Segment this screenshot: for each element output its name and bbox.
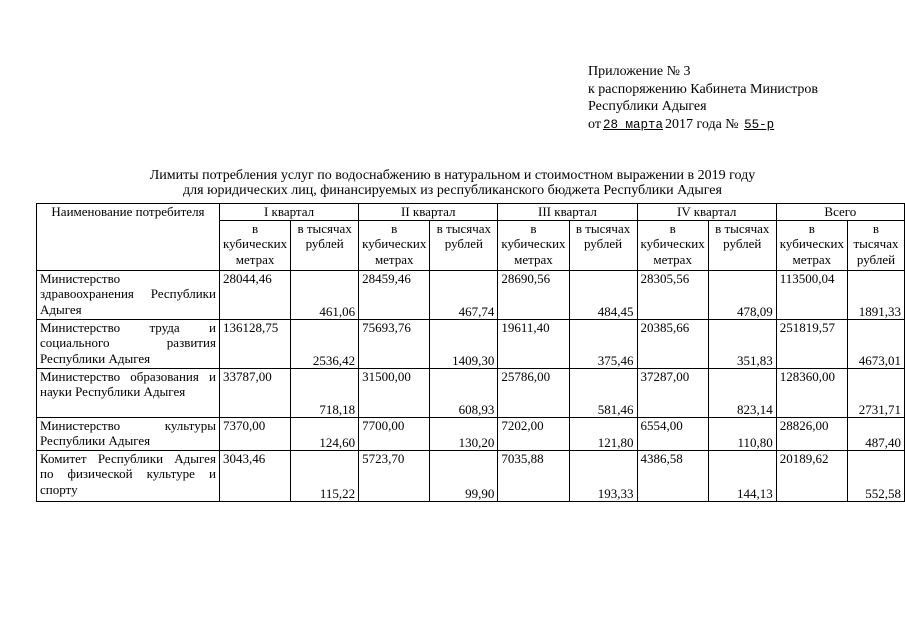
q1-cost: 115,22 <box>291 451 359 502</box>
table-row <box>37 320 905 369</box>
q2-volume: 75693,76 <box>359 320 430 369</box>
q4-cost: 478,09 <box>708 271 776 320</box>
total-volume: 113500,04 <box>776 271 847 320</box>
q1-cost: 461,06 <box>291 271 359 320</box>
q3-volume: 25786,00 <box>498 369 569 418</box>
cost-subheader: в тысячах рублей <box>847 221 904 271</box>
q4-volume: 20385,66 <box>637 320 708 369</box>
total-header: Всего <box>776 204 904 221</box>
q3-volume: 7035,88 <box>498 451 569 502</box>
q2-cost: 467,74 <box>430 271 498 320</box>
volume-subheader: в кубических метрах <box>498 221 569 271</box>
consumer-name: Комитет Республики Адыгея по физической культуре и спорту <box>37 451 220 502</box>
q4-volume: 28305,56 <box>637 271 708 320</box>
q4-volume: 37287,00 <box>637 369 708 418</box>
q1-volume: 136128,75 <box>219 320 290 369</box>
quarter-header: I квартал <box>219 204 358 221</box>
q3-cost: 484,45 <box>569 271 637 320</box>
q4-volume: 6554,00 <box>637 418 708 451</box>
q2-volume: 7700,00 <box>359 418 430 451</box>
appendix-line-1: Приложение № 3 <box>588 64 691 79</box>
q4-volume: 4386,58 <box>637 451 708 502</box>
quarter-header: II квартал <box>359 204 498 221</box>
cost-subheader: в тысячах рублей <box>569 221 637 271</box>
table-row <box>37 369 905 418</box>
q1-volume: 7370,00 <box>219 418 290 451</box>
title-line-1: Лимиты потребления услуг по водоснабжению в натуральном и стоимостном выражении в 2019 году <box>149 168 756 183</box>
q3-volume: 28690,56 <box>498 271 569 320</box>
volume-subheader: в кубических метрах <box>637 221 708 271</box>
q2-cost: 99,90 <box>430 451 498 502</box>
q2-volume: 5723,70 <box>359 451 430 502</box>
volume-subheader: в кубических метрах <box>359 221 430 271</box>
q2-volume: 31500,00 <box>359 369 430 418</box>
consumer-name: Министерство образования и науки Республики Адыгея <box>37 369 220 418</box>
q1-volume: 33787,00 <box>219 369 290 418</box>
q3-cost: 375,46 <box>569 320 637 369</box>
total-cost: 1891,33 <box>847 271 904 320</box>
q2-cost: 608,93 <box>430 369 498 418</box>
total-volume: 251819,57 <box>776 320 847 369</box>
consumer-name: Министерство здравоохранения Республики Адыгея <box>37 271 220 320</box>
table-row <box>37 271 905 320</box>
q2-cost: 130,20 <box>430 418 498 451</box>
total-cost: 2731,71 <box>847 369 904 418</box>
consumer-name: Министерство культуры Республики Адыгея <box>37 418 220 451</box>
appendix-year: 2017 года № <box>664 116 739 132</box>
quarter-header: III квартал <box>498 204 637 221</box>
appendix-number: 55-р <box>744 117 775 132</box>
cost-subheader: в тысячах рублей <box>708 221 776 271</box>
q3-cost: 193,33 <box>569 451 637 502</box>
volume-subheader: в кубических метрах <box>219 221 290 271</box>
total-cost: 487,40 <box>847 418 904 451</box>
total-volume: 128360,00 <box>776 369 847 418</box>
total-cost: 552,58 <box>847 451 904 502</box>
q2-volume: 28459,46 <box>359 271 430 320</box>
name-column-header: Наименование потребителя <box>37 204 220 271</box>
q1-volume: 3043,46 <box>219 451 290 502</box>
cost-subheader: в тысячах рублей <box>430 221 498 271</box>
q1-volume: 28044,46 <box>219 271 290 320</box>
total-volume: 20189,62 <box>776 451 847 502</box>
quarter-header: IV квартал <box>637 204 776 221</box>
q1-cost: 2536,42 <box>291 320 359 369</box>
appendix-date: 28 марта <box>602 117 663 132</box>
q3-volume: 7202,00 <box>498 418 569 451</box>
q1-cost: 124,60 <box>291 418 359 451</box>
limits-table <box>36 203 905 502</box>
q4-cost: 351,83 <box>708 320 776 369</box>
appendix-block <box>588 63 818 134</box>
q4-cost: 144,13 <box>708 451 776 502</box>
q3-cost: 121,80 <box>569 418 637 451</box>
total-cost: 4673,01 <box>847 320 904 369</box>
volume-subheader: в кубических метрах <box>776 221 847 271</box>
total-volume: 28826,00 <box>776 418 847 451</box>
q1-cost: 718,18 <box>291 369 359 418</box>
q2-cost: 1409,30 <box>430 320 498 369</box>
appendix-line-2: к распоряжению Кабинета Министров <box>588 81 819 97</box>
title-line-2: для юридических лиц, финансируемых из республиканского бюджета Республики Адыгея <box>183 183 722 198</box>
cost-subheader: в тысячах рублей <box>291 221 359 271</box>
table-row <box>37 451 905 502</box>
table-row <box>37 418 905 451</box>
table-body <box>37 271 905 502</box>
table-header <box>37 204 905 271</box>
appendix-line-3: Республики Адыгея <box>588 99 707 114</box>
q4-cost: 823,14 <box>708 369 776 418</box>
appendix-line-4 <box>588 116 818 135</box>
q4-cost: 110,80 <box>708 418 776 451</box>
document-title <box>0 168 905 198</box>
q3-volume: 19611,40 <box>498 320 569 369</box>
q3-cost: 581,46 <box>569 369 637 418</box>
consumer-name: Министерство труда и социального развития Республики Адыгея <box>37 320 220 369</box>
appendix-from-label: от <box>588 116 601 132</box>
